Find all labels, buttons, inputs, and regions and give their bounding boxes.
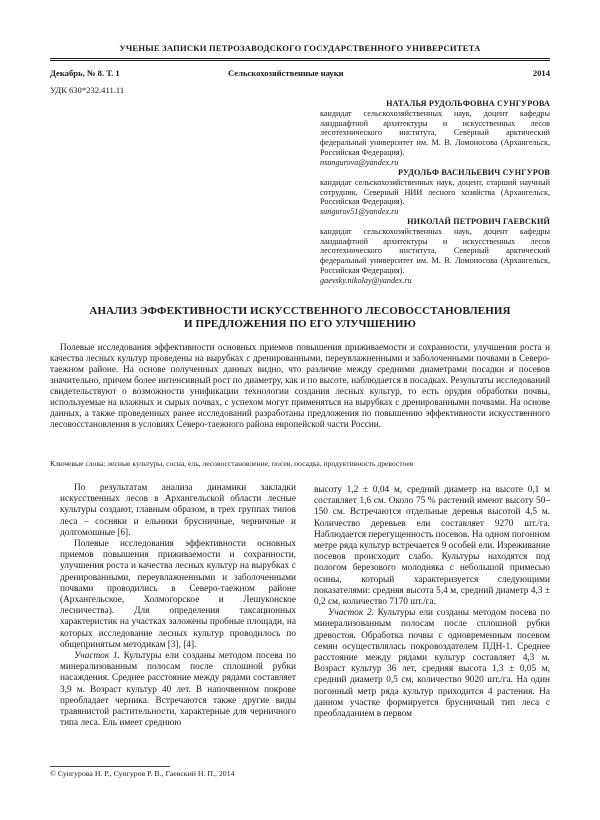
author-name: НАТАЛЬЯ РУДОЛЬФОВНА СУНГУРОВА	[386, 99, 550, 108]
author-block	[320, 217, 550, 286]
paragraph: Полевые исследования эффективности основных приемов повышения приживаемости и сохранности, улучшения роста и качества лесных культур на вырубках с дренированными, переувлажненными и заболоченными почвами проводились в Северо-таежном районе (Архангельское, Холмогорское и Лешуконское лесничества). Для определения таксационных характеристик на участках заложены пробные площади, на которых исследование лесных культур проводилось по общепринятым методикам [3], [4].	[60, 539, 296, 650]
footnote-rule	[50, 766, 170, 767]
body-column-right	[314, 485, 550, 720]
title-line: АНАЛИЗ ЭФФЕКТИВНОСТИ ИСКУССТВЕННОГО ЛЕСОВОССТАНОВЛЕНИЯ	[89, 305, 511, 317]
author-name: РУДОЛЬФ ВАСИЛЬЕВИЧ СУНГУРОВ	[398, 168, 550, 177]
body-column-left	[60, 483, 296, 729]
author-affiliation: кандидат сельскохозяйственных наук, доцент, старший научный сотрудник, Северный НИИ лесного хозяйства (Архангельск, Российская Федерация).	[320, 177, 550, 207]
journal-title: УЧЕНЫЕ ЗАПИСКИ ПЕТРОЗАВОДСКОГО ГОСУДАРСТВЕННОГО УНИВЕРСИТЕТА	[119, 43, 481, 53]
author-affiliation: кандидат сельскохозяйственных наук, доцент кафедры ландшафтной архитектуры и искусственных лесов лесотехнического института, Северный арктический федеральный университет им. М. В. Ломоносова (Архангельск, Российская Федерация).	[320, 108, 550, 157]
plot-label: Участок 1.	[74, 651, 120, 662]
article-title	[50, 305, 550, 331]
keywords: Ключевые слова: лесные культуры, сосна, ель, лесовосстановление, посев, посадка, продуктивность древостоев	[50, 459, 414, 468]
paragraph: По результатам анализа динамики закладки искусственных лесов в Архангельской области лесные культуры создают, главным образом, в трех группах типов леса – сосняки и ельники брусничные, черничные и долгомошные [6].	[60, 483, 296, 538]
section-name: Сельскохозяйственные науки	[228, 68, 344, 78]
paragraph: высоту 1,2 ± 0,04 м, средний диаметр на высоте 0,1 м составляет 1,6 см. Около 75 % растений имеют высоту 50–150 см. Встречаются отдельные деревья высотой 4,5 м. Количество деревьев ели составляет 9270 шт./га. Наблюдается перегущенность посевов. На одном погонном метре ряда культур встречается 9 особей ели. Изреживание посевов происходит слабо. Культуры находятся под пологом березового молодняка с небольшой примесью осины, который характеризуется следующими показателями: средняя высота 5,4 м, средний диаметр 4,3 ± 0,2 см, количество 7170 шт./га.	[314, 485, 550, 608]
udk-code: УДК 630*232.411.11	[50, 85, 125, 95]
author-email[interactable]: gaevsky.nikolay@yandex.ru	[320, 275, 412, 285]
author-email[interactable]: sungurov51@yandex.ru	[320, 207, 399, 217]
title-line: И ПРЕДЛОЖЕНИЯ ПО ЕГО УЛУЧШЕНИЮ	[183, 318, 417, 330]
abstract: Полевые исследования эффективности основных приемов повышения приживаемости и сохранности, улучшения роста и качества лесных культур проведены на вырубках с дренированными, переувлажненными и заболоченными почвами в Северо-таежном районе. На основе полученных данных видно, что различие между средними диаметрами посадки и посевов значительно, причем более интенсивный рост по диаметру, как и по высоте, наблюдается в посадках. Результаты исследований свидетельствуют о возможности унификации технологии создания лесных культур, то есть орудия обработки почвы, используемые на влажных и сырых почвах, с успехом могут применяться на вырубках с дренированными почвами. На основе данных, а также проведенных ранее исследований разработаны предложения по повышению эффективности искусственного лесовосстановления в условиях Северо-таежного района европейской части России.	[50, 342, 550, 429]
issue-year: 2014	[532, 68, 550, 78]
paragraph	[60, 651, 296, 729]
author-email[interactable]: nsungurova@yandex.ru	[320, 157, 399, 167]
paragraph	[314, 608, 550, 720]
plot-label: Участок 2.	[328, 608, 374, 619]
header-rule-bottom	[50, 60, 550, 61]
copyright-line: © Сунгурова Н. Р., Сунгуров Р. В., Гаевский Н. П., 2014	[50, 769, 235, 778]
issue-number: Декабрь, № 8. Т. 1	[50, 68, 120, 78]
author-affiliation: кандидат сельскохозяйственных наук, доцент кафедры ландшафтной архитектуры и искусственных лесов лесотехнического института, Северный арктический федеральный университет им. М. В. Ломоносова (Архангельск, Российская Федерация).	[320, 226, 550, 275]
author-block	[320, 99, 550, 168]
author-name: НИКОЛАЙ ПЕТРОВИЧ ГАЕВСКИЙ	[407, 217, 550, 226]
header-rule-top	[50, 58, 550, 59]
author-block	[320, 168, 550, 217]
paragraph-text: Культуры ели созданы методом посева по минерализованным полосам после сплошной рубки насаждения. Среднее расстояние между рядами составляет 3,9 м. Возраст культур 40 лет. В напочвенном покрове преобладает черника. Встречаются также другие виды травянистой растительности, характерные для черничного типа леса. Ель имеет среднюю	[60, 651, 296, 729]
paragraph-text: Культуры ели созданы методом посева по минерализованным полосам после сплошной рубки древостоя. Обработка почвы с одновременным посевом семян осуществлялась покровоздателем ПДН-1. Среднее расстояние между рядами культур составляет 4,3 м. Возраст культур 36 лет, средняя высота 1,3 ± 0,05 м, средний диаметр 0,5 см, количество 9020 шт./га. На один погонный метр ряда культур приходится 4 растения. На данном участке формируется брусничный тип леса с преобладанием в первом	[314, 608, 550, 720]
